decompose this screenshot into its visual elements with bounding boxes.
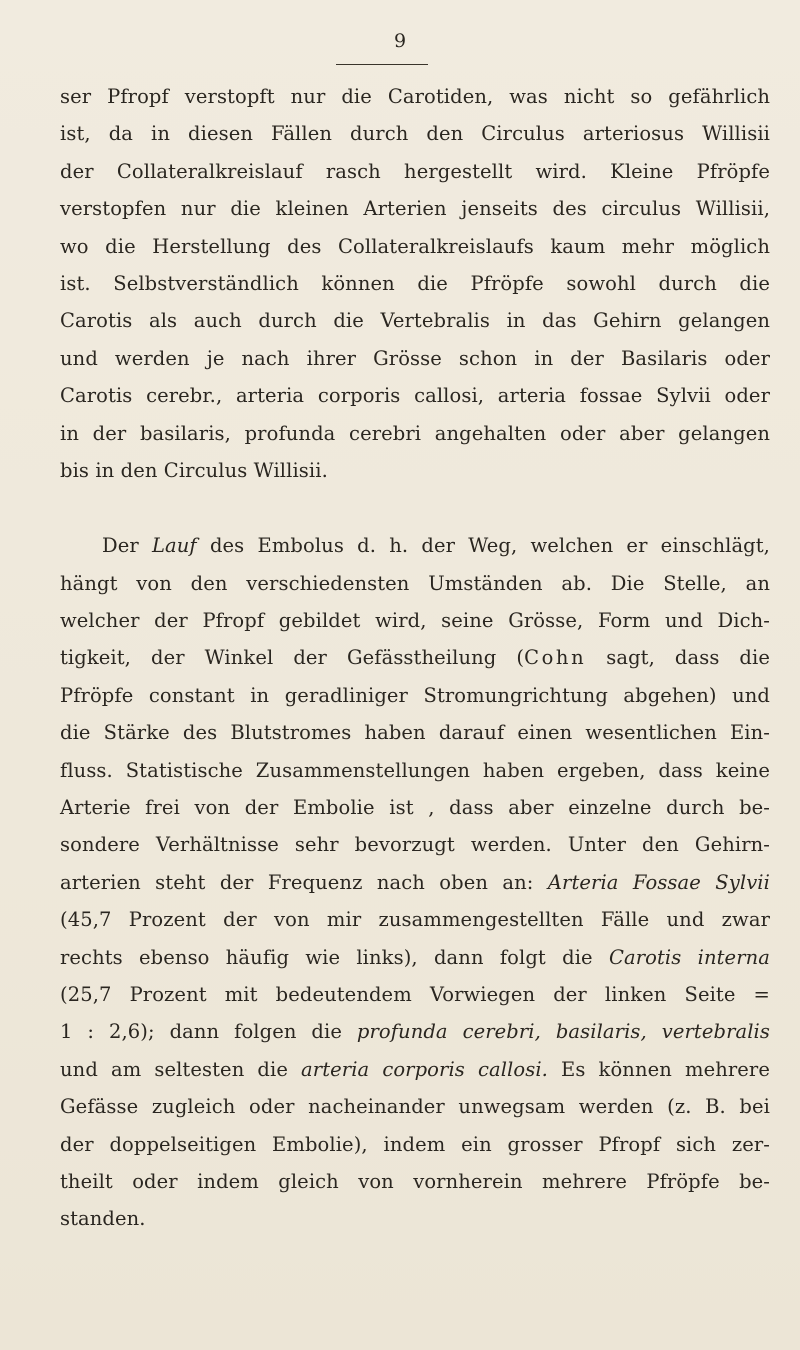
text-run: Gefässe zugleich oder nacheinander unwegsam werden (z. B. bei (60, 1095, 770, 1119)
text-line (60, 1051, 770, 1088)
text-run: hängt von den verschiedensten Umständen ab. Die Stelle, an (60, 571, 770, 595)
text-line (60, 1126, 770, 1163)
text-run: des Embolus d. h. der Weg, welchen er einschlägt, (196, 534, 770, 558)
body-text (60, 78, 770, 1238)
text-line (60, 789, 770, 826)
text-line (60, 78, 770, 115)
page-number-rule (336, 64, 428, 65)
paragraph-1 (60, 78, 770, 489)
text-line (60, 302, 770, 339)
text-line (60, 153, 770, 190)
page-number: 9 (393, 30, 407, 52)
text-run: bis in den Circulus Willisii. (60, 458, 328, 482)
text-run: arterien steht der Frequenz nach oben an: (60, 870, 548, 894)
spaced-name-run: Cohn (524, 646, 587, 670)
text-run: und werden je nach ihrer Grösse schon in der Basilaris oder (60, 346, 770, 370)
text-line (60, 415, 770, 452)
text-run: ist, da in diesen Fällen durch den Circulus arteriosus Willisii (60, 122, 770, 146)
text-run: sondere Verhältnisse sehr bevorzugt werden. Unter den Gehirn- (60, 833, 770, 857)
text-run: 1 : 2,6); dann folgen die (60, 1020, 357, 1044)
text-line (60, 527, 770, 564)
text-line (60, 190, 770, 227)
text-run: Es können mehrere (547, 1057, 770, 1081)
italic-run: profunda cerebri, basilaris, vertebralis (356, 1020, 770, 1044)
text-run: rechts ebenso häufig wie links), dann folgt die (60, 945, 609, 969)
text-run: wo die Herstellung des Collateralkreislaufs kaum mehr möglich (60, 234, 770, 258)
text-run: Pfröpfe constant in geradliniger Stromungrichtung abgehen) und (60, 683, 770, 707)
text-line (60, 452, 770, 489)
text-line (60, 377, 770, 414)
text-line (60, 639, 770, 676)
text-run: die Stärke des Blutstromes haben darauf einen wesentlichen Ein- (60, 721, 770, 745)
text-run: Carotis als auch durch die Vertebralis in das Gehirn gelangen (60, 309, 770, 333)
text-line (60, 677, 770, 714)
text-line (60, 1013, 770, 1050)
text-run: sagt, dass die (586, 646, 770, 670)
italic-run: Arteria Fossae Sylvii (547, 870, 770, 894)
text-run: ser Pfropf verstopft nur die Carotiden, was nicht so gefährlich (60, 85, 770, 108)
text-line (60, 1200, 770, 1237)
text-run: tigkeit, der Winkel der Gefässtheilung ( (60, 646, 525, 670)
text-line (60, 602, 770, 639)
text-run: Der (102, 534, 152, 558)
text-run: Arterie frei von der Embolie ist , dass aber einzelne durch be- (60, 796, 770, 820)
text-run: (45,7 Prozent der von mir zusammengestellten Fälle und zwar (60, 908, 770, 932)
paragraph-gap (60, 489, 770, 527)
text-line (60, 714, 770, 751)
text-run: fluss. Statistische Zusammenstellungen haben ergeben, dass keine (60, 758, 770, 782)
text-line (60, 826, 770, 863)
text-run: welcher der Pfropf gebildet wird, seine Grösse, Form und Dich- (60, 609, 770, 633)
text-run: Carotis cerebr., arteria corporis callosi, arteria fossae Sylvii oder (60, 384, 770, 408)
text-run: ist. Selbstverständlich können die Pfröpfe sowohl durch die (60, 271, 770, 295)
text-line (60, 976, 770, 1013)
text-line (60, 752, 770, 789)
italic-run: Lauf (152, 534, 197, 558)
text-run: theilt oder indem gleich von vornherein mehrere Pfröpfe be- (60, 1169, 770, 1193)
text-line (60, 565, 770, 602)
text-line (60, 901, 770, 938)
text-run: (25,7 Prozent mit bedeutendem Vorwiegen der linken Seite = (60, 982, 770, 1006)
italic-run: Carotis interna (608, 945, 770, 969)
text-run: und am seltesten die (60, 1057, 302, 1081)
text-line (60, 1088, 770, 1125)
text-line (60, 265, 770, 302)
text-line (60, 864, 770, 901)
text-line (60, 228, 770, 265)
text-line (60, 1163, 770, 1200)
paragraph-2 (60, 527, 770, 1237)
text-line (60, 115, 770, 152)
text-line (60, 939, 770, 976)
text-run: der doppelseitigen Embolie), indem ein grosser Pfropf sich zer- (60, 1132, 770, 1156)
text-line (60, 340, 770, 377)
text-run: der Collateralkreislauf rasch hergestellt wird. Kleine Pfröpfe (60, 159, 770, 183)
text-run: standen. (60, 1207, 146, 1231)
italic-run: arteria corporis callosi. (301, 1057, 548, 1081)
text-run: in der basilaris, profunda cerebri angehalten oder aber gelangen (60, 421, 770, 445)
text-run: verstopfen nur die kleinen Arterien jenseits des circulus Willisii, (60, 197, 770, 221)
